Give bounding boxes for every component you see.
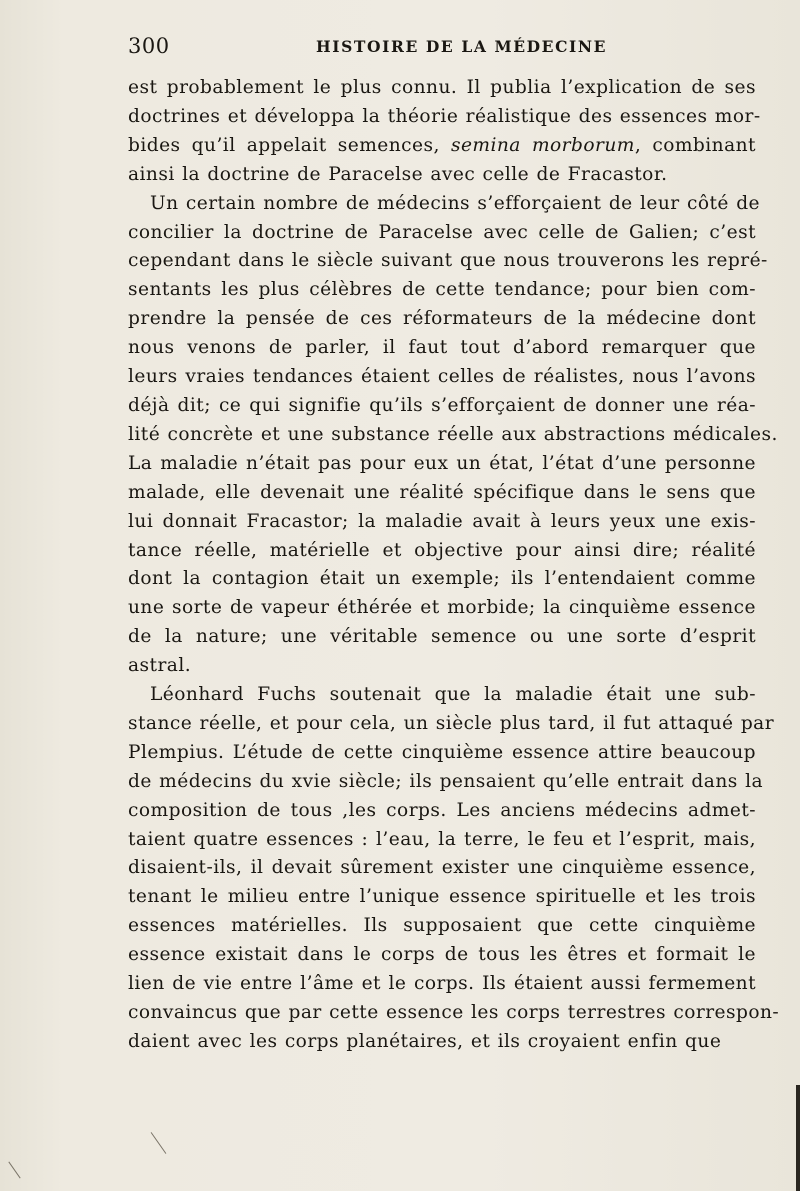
text-line: composition de tous ,les corps. Les anciens médecins admet- xyxy=(128,799,756,821)
text-line: dont la contagion était un exemple; ils l’entendaient comme xyxy=(128,568,756,590)
body-text xyxy=(128,74,780,1057)
text-line: leurs vraies tendances étaient celles de réalistes, nous l’avons xyxy=(128,366,756,388)
scan-mark xyxy=(8,1162,20,1179)
text-line: stance réelle, et pour cela, un siècle plus tard, il fut attaqué par xyxy=(128,712,775,734)
text-line: astral. xyxy=(128,655,192,677)
text-line: une sorte de vapeur éthérée et morbide; la cinquième essence xyxy=(128,597,756,619)
text-line: La maladie n’était pas pour eux un état, l’état d’une personne xyxy=(128,452,756,474)
text-line: Léonhard Fuchs soutenait que la maladie était une sub- xyxy=(150,684,756,706)
page-header xyxy=(128,34,756,60)
text-line: prendre la pensée de ces réformateurs de la médecine dont xyxy=(128,308,756,330)
text-line: de médecins du xvie siècle; ils pensaient qu’elle entrait dans la xyxy=(128,770,764,792)
text-line: essences matérielles. Ils supposaient que cette cinquième xyxy=(128,915,756,937)
text-line: bides qu’il appelait semences, semina morborum, combinant xyxy=(128,134,756,156)
text-line: malade, elle devenait une réalité spécifique dans le sens que xyxy=(128,481,756,503)
paragraph xyxy=(128,681,780,1057)
text-line: sentants les plus célèbres de cette tendance; pour bien com- xyxy=(128,279,756,301)
text-line: lien de vie entre l’âme et le corps. Ils étaient aussi fermement xyxy=(128,973,756,995)
text-line: ainsi la doctrine de Paracelse avec celle de Fracastor. xyxy=(128,163,668,185)
text-line: tance réelle, matérielle et objective pour ainsi dire; réalité xyxy=(128,539,756,561)
paragraph xyxy=(128,74,761,190)
page-number: 300 xyxy=(128,34,170,58)
text-line: cependant dans le siècle suivant que nous trouverons les repré- xyxy=(128,250,768,272)
text-line: disaient-ils, il devait sûrement exister une cinquième essence, xyxy=(128,857,756,879)
text-line: daient avec les corps planétaires, et ils croyaient enfin que xyxy=(128,1030,722,1052)
text-line: lui donnait Fracastor; la maladie avait à leurs yeux une exis- xyxy=(128,510,756,532)
paragraph xyxy=(128,190,778,681)
text-line: déjà dit; ce qui signifie qu’ils s’efforçaient de donner une réa- xyxy=(128,394,756,416)
text-line: de la nature; une véritable semence ou une sorte d’esprit xyxy=(128,626,756,648)
text-line: taient quatre essences : l’eau, la terre, le feu et l’esprit, mais, xyxy=(128,828,756,850)
text-line: tenant le milieu entre l’unique essence spirituelle et les trois xyxy=(128,886,756,908)
text-line: doctrines et développa la théorie réalistique des essences mor- xyxy=(128,105,761,127)
text-line: essence existait dans le corps de tous les êtres et formait le xyxy=(128,944,756,966)
text-line: est probablement le plus connu. Il publia l’explication de ses xyxy=(128,77,756,98)
text-line: nous venons de parler, il faut tout d’abord remarquer que xyxy=(128,337,756,359)
page-edge-shadow xyxy=(796,1085,800,1191)
scan-mark xyxy=(151,1132,167,1154)
text-line: Un certain nombre de médecins s’efforçaient de leur côté de xyxy=(150,192,761,214)
text-line: lité concrète et une substance réelle aux abstractions médicales. xyxy=(128,423,778,445)
text-line: convaincus que par cette essence les corps terrestres correspon- xyxy=(128,1002,780,1023)
running-head: HISTOIRE DE LA MÉDECINE xyxy=(316,37,608,56)
text-line: concilier la doctrine de Paracelse avec celle de Galien; c’est xyxy=(128,221,756,243)
text-line: Plempius. L’étude de cette cinquième essence attire beaucoup xyxy=(128,741,756,763)
